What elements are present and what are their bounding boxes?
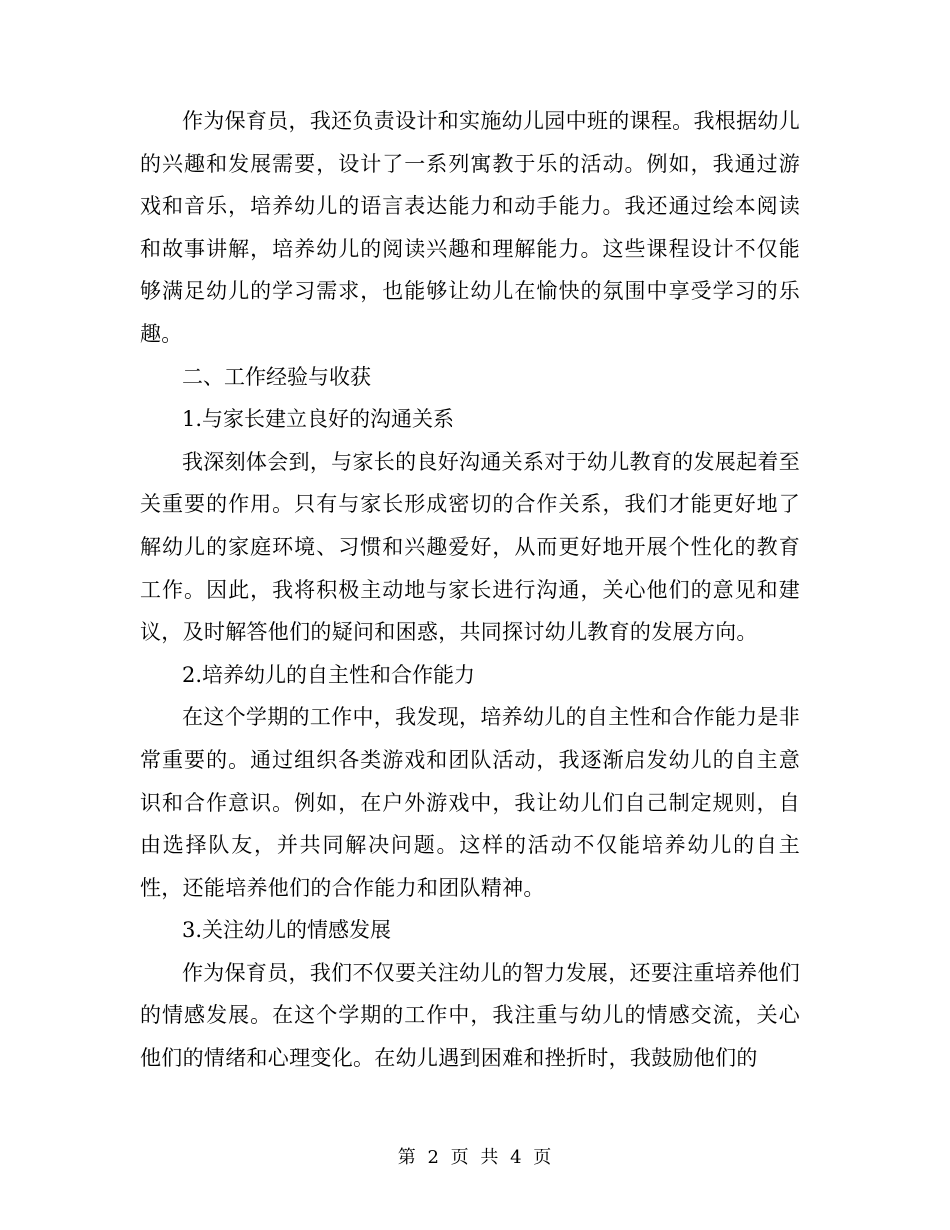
page-number-footer: 第 2 页 共 4 页	[397, 1147, 553, 1168]
paragraph-emotional-development: 作为保育员，我们不仅要关注幼儿的智力发展，还要注重培养他们的情感发展。在这个学期的工作中，我注重与幼儿的情感交流，关心他们的情绪和心理变化。在幼儿遇到困难和挫折时，我鼓励他们的	[140, 960, 800, 1071]
paragraph-parent-communication: 我深刻体会到，与家长的良好沟通关系对于幼儿教育的发展起着至关重要的作用。只有与家长形成密切的合作关系，我们才能更好地了解幼儿的家庭环境、习惯和兴趣爱好，从而更好地开展个性化的教育工作。因此，我将积极主动地与家长进行沟通，关心他们的意见和建议，及时解答他们的疑问和困惑，共同探讨幼儿教育的发展方向。	[140, 449, 800, 645]
section-heading-experience: 二、工作经验与收获	[182, 364, 371, 389]
subheading-parent-communication: 1.与家长建立良好的沟通关系	[182, 407, 455, 432]
subheading-emotional-development: 3.关注幼儿的情感发展	[182, 918, 392, 943]
paragraph-curriculum: 作为保育员，我还负责设计和实施幼儿园中班的课程。我根据幼儿的兴趣和发展需要，设计了一系列寓教于乐的活动。例如，我通过游戏和音乐，培养幼儿的语言表达能力和动手能力。我还通过绘本阅读和故事讲解，培养幼儿的阅读兴趣和理解能力。这些课程设计不仅能够满足幼儿的学习需求，也能够让幼儿在愉快的氛围中享受学习的乐趣。	[140, 109, 800, 346]
paragraph-autonomy-cooperation: 在这个学期的工作中，我发现，培养幼儿的自主性和合作能力是非常重要的。通过组织各类游戏和团队活动，我逐渐启发幼儿的自主意识和合作意识。例如，在户外游戏中，我让幼儿们自己制定规则，自由选择队友，并共同解决问题。这样的活动不仅能培养幼儿的自主性，还能培养他们的合作能力和团队精神。	[140, 705, 800, 900]
subheading-autonomy-cooperation: 2.培养幼儿的自主性和合作能力	[182, 662, 476, 687]
document-body	[140, 100, 800, 1080]
